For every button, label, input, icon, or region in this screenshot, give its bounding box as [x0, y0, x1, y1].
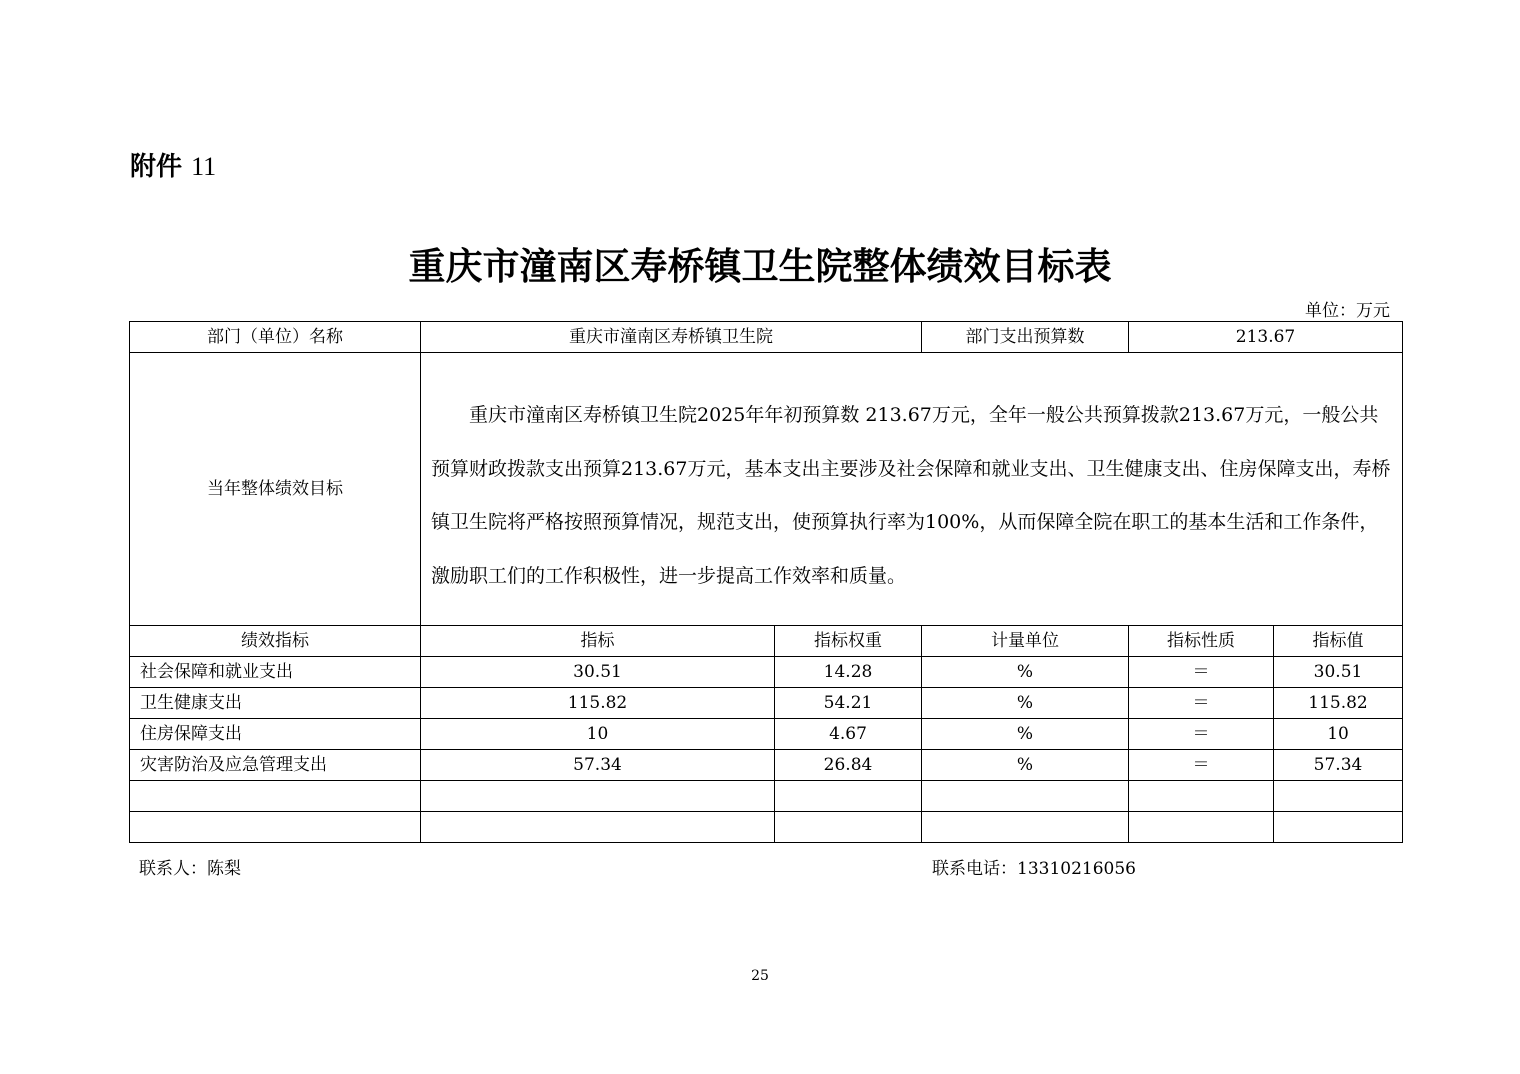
row-weight: 4.67 [775, 719, 922, 750]
empty-cell [775, 781, 922, 812]
row-name: 住房保障支出 [130, 719, 421, 750]
table-row [130, 719, 1403, 750]
empty-cell [130, 812, 421, 843]
row-nature: ＝ [1129, 688, 1274, 719]
empty-row [130, 781, 1403, 812]
empty-cell [421, 781, 775, 812]
row-unit: % [922, 657, 1129, 688]
goal-text: 重庆市潼南区寿桥镇卫生院2025年年初预算数 213.67万元，全年一般公共预算拨款213.67万元，一般公共预算财政拨款支出预算213.67万元，基本支出主要涉及社会保障和就业支出、卫生健康支出、住房保障支出，寿桥镇卫生院将严格按照预算情况，规范支出，使预算执行率为100%，从而保障全院在职工的基本生活和工作条件，激励职工们的工作积极性，进一步提高工作效率和质量。 [421, 353, 1403, 626]
document-title: 重庆市潼南区寿桥镇卫生院整体绩效目标表 [408, 244, 1112, 288]
header-indicator-name: 绩效指标 [130, 626, 421, 657]
row-target: 115.82 [1274, 688, 1403, 719]
row-value: 10 [421, 719, 775, 750]
row-value: 115.82 [421, 688, 775, 719]
goal-row [130, 353, 1403, 626]
row-unit: % [922, 719, 1129, 750]
performance-table [129, 321, 1403, 843]
goal-label: 当年整体绩效目标 [130, 353, 421, 626]
dept-value: 重庆市潼南区寿桥镇卫生院 [421, 322, 922, 353]
dept-label: 部门（单位）名称 [130, 322, 421, 353]
row-name: 卫生健康支出 [130, 688, 421, 719]
contact-phone: 联系电话：13310216056 [932, 859, 1136, 879]
row-unit: % [922, 688, 1129, 719]
row-target: 57.34 [1274, 750, 1403, 781]
page-number: 25 [751, 968, 769, 984]
empty-cell [922, 812, 1129, 843]
budget-label: 部门支出预算数 [922, 322, 1129, 353]
table-row [130, 750, 1403, 781]
row-weight: 14.28 [775, 657, 922, 688]
budget-value: 213.67 [1129, 322, 1403, 353]
row-nature: ＝ [1129, 719, 1274, 750]
unit-note: 单位：万元 [1305, 301, 1390, 321]
empty-cell [130, 781, 421, 812]
header-target: 指标值 [1274, 626, 1403, 657]
row-unit: % [922, 750, 1129, 781]
empty-cell [1274, 781, 1403, 812]
row-weight: 54.21 [775, 688, 922, 719]
attachment-text: 附件 [130, 152, 183, 182]
empty-cell [1129, 812, 1274, 843]
header-unit: 计量单位 [922, 626, 1129, 657]
empty-cell [922, 781, 1129, 812]
table-row [130, 657, 1403, 688]
empty-cell [1274, 812, 1403, 843]
row-value: 57.34 [421, 750, 775, 781]
info-row [130, 322, 1403, 353]
attachment-number: 11 [191, 152, 217, 181]
row-name: 灾害防治及应急管理支出 [130, 750, 421, 781]
empty-row [130, 812, 1403, 843]
empty-cell [775, 812, 922, 843]
contact-person: 联系人：陈梨 [139, 859, 241, 879]
header-nature: 指标性质 [1129, 626, 1274, 657]
empty-cell [1129, 781, 1274, 812]
row-value: 30.51 [421, 657, 775, 688]
table-row [130, 688, 1403, 719]
row-target: 10 [1274, 719, 1403, 750]
header-weight: 指标权重 [775, 626, 922, 657]
header-indicator: 指标 [421, 626, 775, 657]
row-weight: 26.84 [775, 750, 922, 781]
row-name: 社会保障和就业支出 [130, 657, 421, 688]
row-nature: ＝ [1129, 750, 1274, 781]
empty-cell [421, 812, 775, 843]
indicator-header-row [130, 626, 1403, 657]
row-nature: ＝ [1129, 657, 1274, 688]
attachment-label [130, 146, 216, 183]
row-target: 30.51 [1274, 657, 1403, 688]
